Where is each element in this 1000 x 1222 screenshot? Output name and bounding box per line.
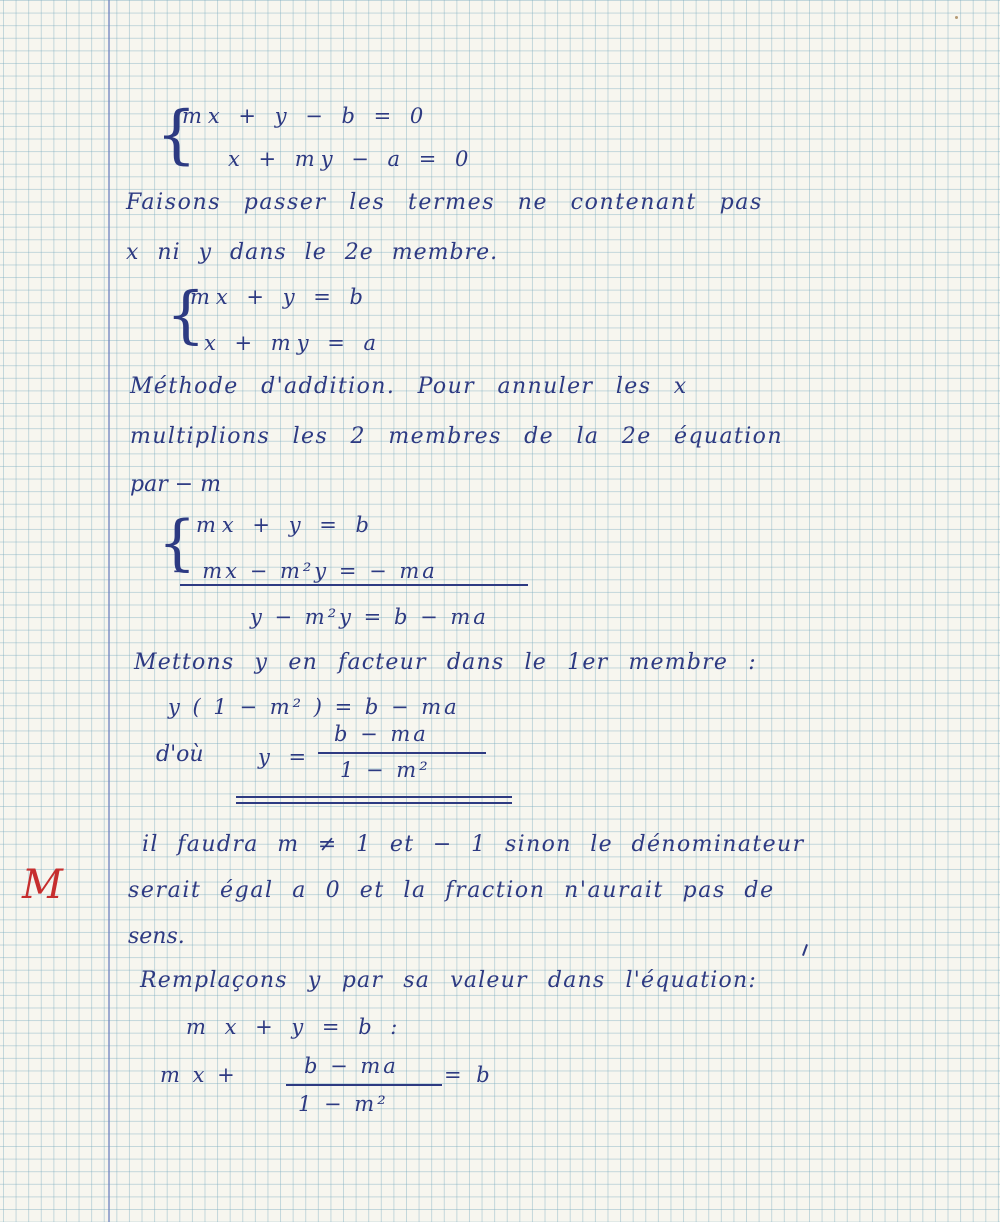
margin-line bbox=[108, 0, 110, 1222]
factor-line-2: y ( 1 − m² ) = b − ma bbox=[168, 695, 460, 719]
replace-line-2: m x + y = b : bbox=[186, 1015, 404, 1039]
replace-rhs: = b bbox=[444, 1063, 494, 1087]
result-denominator: 1 − m² bbox=[340, 758, 431, 782]
factor-line-1: Mettons y en facteur dans le 1er membre : bbox=[134, 650, 757, 675]
result-fraction bbox=[318, 722, 486, 786]
condition-line-1: il faudra m ≠ 1 et − 1 sinon le dénominateur bbox=[142, 832, 805, 857]
system3-line-2: − mx − m²y = − ma bbox=[172, 559, 438, 583]
intro-line-1: Faisons passer les termes ne contenant pas bbox=[126, 190, 763, 215]
replace-line-1: Remplaçons y par sa valeur dans l'équation: bbox=[140, 968, 757, 993]
dou-label: d'où bbox=[156, 742, 204, 767]
brace-system-3: { bbox=[158, 508, 197, 578]
result-numerator: b − ma bbox=[334, 722, 429, 746]
result-underline-1 bbox=[236, 796, 512, 798]
replace-fraction-bar bbox=[286, 1084, 442, 1086]
system2-line-2: x + my = a bbox=[204, 331, 383, 355]
accent-mark bbox=[802, 944, 808, 956]
y-equals: y = bbox=[258, 745, 313, 769]
brace-system-2: { bbox=[166, 278, 206, 351]
addition-rule bbox=[180, 584, 528, 586]
system3-sum: y − m²y = b − ma bbox=[250, 605, 489, 629]
method-line-3: par − m bbox=[130, 472, 221, 497]
system1-line-2: x + my − a = 0 bbox=[228, 147, 475, 171]
condition-line-2: serait égal a 0 et la fraction n'aurait pas de bbox=[128, 878, 775, 903]
brace-system-1: { bbox=[156, 98, 197, 172]
replace-numerator: b − ma bbox=[304, 1054, 399, 1078]
system2-line-1: mx + y = b bbox=[190, 285, 369, 309]
method-line-1: Méthode d'addition. Pour annuler les x bbox=[130, 374, 688, 399]
intro-line-2: x ni y dans le 2e membre. bbox=[126, 240, 499, 265]
result-fraction-bar bbox=[318, 752, 486, 754]
result-underline-2 bbox=[236, 802, 512, 804]
system3-line-1: mx + y = b bbox=[196, 513, 375, 537]
paper-stain bbox=[955, 16, 958, 19]
replace-denominator: 1 − m² bbox=[298, 1092, 389, 1116]
condition-line-3: sens. bbox=[128, 924, 185, 949]
teacher-grade-mark: M bbox=[22, 862, 63, 908]
replace-lhs: m x + bbox=[160, 1063, 238, 1087]
method-line-2: multiplions les 2 membres de la 2e équation bbox=[130, 424, 783, 449]
system1-line-1: mx + y − b = 0 bbox=[182, 104, 430, 128]
replace-fraction bbox=[286, 1054, 442, 1120]
